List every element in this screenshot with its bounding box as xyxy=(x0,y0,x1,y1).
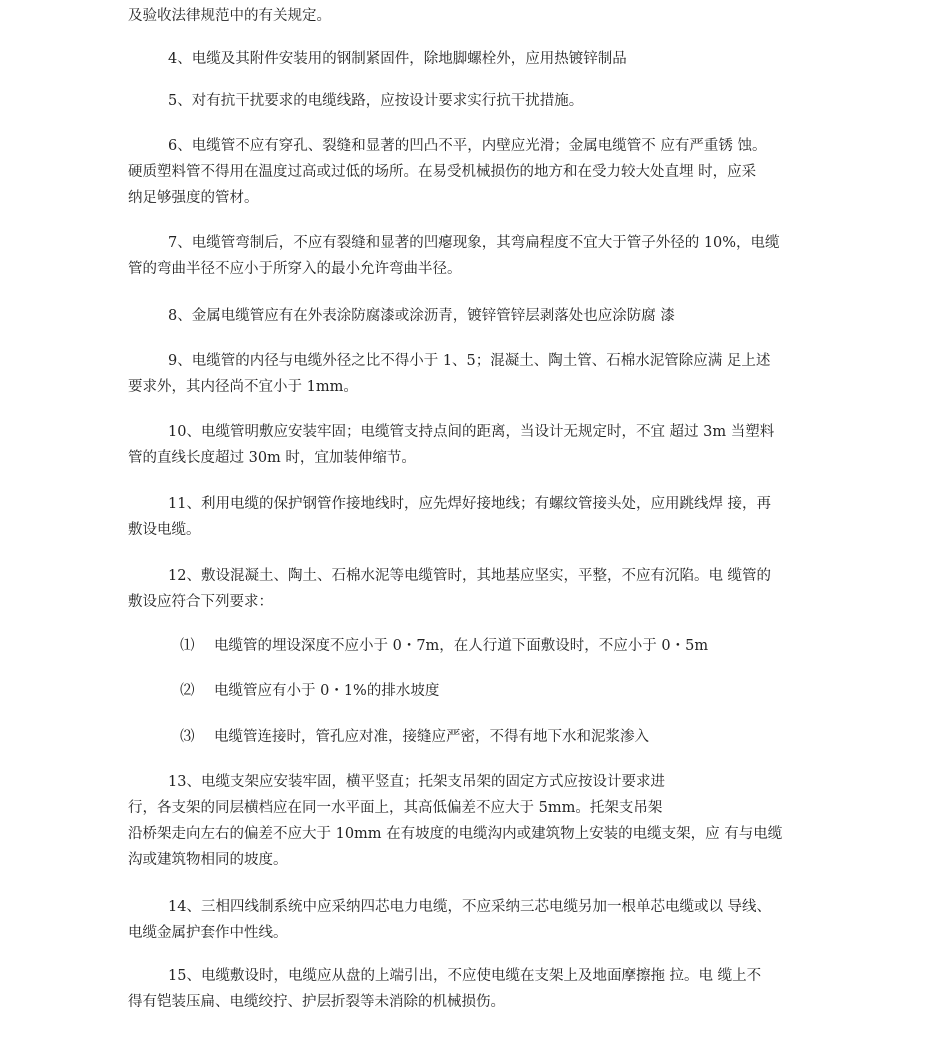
subitem-text: 电缆管应有小于 0・1%的排水坡度 xyxy=(214,683,440,699)
paragraph-continuation xyxy=(128,3,830,29)
text-line: 11、利用电缆的保护钢管作接地线时，应先焊好接地线；有螺纹管接头处，应用跳线焊 接，再 xyxy=(168,496,772,512)
paragraph-item-10 xyxy=(128,419,830,471)
paragraph-item-7 xyxy=(128,230,830,282)
text-line: 管的弯曲半径不应小于所穿入的最小允许弯曲半径。 xyxy=(128,261,462,277)
text-line: 管的直线长度超过 30m 时，宜加装伸缩节。 xyxy=(128,450,416,466)
text-line: 硬质塑料管不得用在温度过高或过低的场所。在易受机械损伤的地方和在受力较大处直埋 时，应采 xyxy=(128,164,757,180)
paragraph-item-4 xyxy=(128,46,830,72)
text-line: 要求外，其内径尚不宜小于 1mm。 xyxy=(128,379,358,395)
text-line: 沟或建筑物相同的坡度。 xyxy=(128,852,288,868)
text-line: 7、电缆管弯制后，不应有裂缝和显著的凹瘪现象，其弯扁程度不宜大于管子外径的 10%，电缆 xyxy=(168,235,780,251)
text-line: 5、对有抗干扰要求的电缆线路，应按设计要求实行抗干扰措施。 xyxy=(168,93,584,109)
subitem-text: 电缆管的埋设深度不应小于 0・7m，在人行道下面敷设时，不应小于 0・5m xyxy=(214,638,709,654)
text-line: 纳足够强度的管材。 xyxy=(128,190,259,206)
subitem-text: 电缆管连接时，管孔应对准，接缝应严密，不得有地下水和泥浆渗入 xyxy=(214,729,649,745)
text-line: 10、电缆管明敷应安装牢固；电缆管支持点间的距离，当设计无规定时，不宜 超过 3m 当塑料 xyxy=(168,424,775,440)
text-line: 得有铠装压扁、电缆绞拧、护层折裂等未消除的机械损伤。 xyxy=(128,994,505,1010)
text-line: 敷设电缆。 xyxy=(128,522,201,538)
paragraph-item-8 xyxy=(128,303,830,329)
subitem-1 xyxy=(180,633,830,659)
text-line: 电缆金属护套作中性线。 xyxy=(128,925,288,941)
subitem-number: ⑵ xyxy=(180,683,195,699)
text-line: 13、电缆支架应安装牢固，横平竖直；托架支吊架的固定方式应按设计要求进 xyxy=(168,774,665,790)
text-line: 及验收法律规范中的有关规定。 xyxy=(128,8,331,24)
subitem-3 xyxy=(180,724,830,750)
text-line: 敷设应符合下列要求： xyxy=(128,594,273,610)
text-line: 8、金属电缆管应有在外表涂防腐漆或涂沥青，镀锌管锌层剥落处也应涂防腐 漆 xyxy=(168,308,675,324)
text-line: 12、敷设混凝土、陶土、石棉水泥等电缆管时，其地基应坚实，平整，不应有沉陷。电 缆管的 xyxy=(168,568,772,584)
paragraph-item-5 xyxy=(128,88,830,114)
text-line: 15、电缆敷设时，电缆应从盘的上端引出，不应使电缆在支架上及地面摩擦拖 拉。电 缆上不 xyxy=(168,968,762,984)
text-line: 9、电缆管的内径与电缆外径之比不得小于 1、5；混凝土、陶土管、石棉水泥管除应满 足上述 xyxy=(168,353,771,369)
paragraph-item-11 xyxy=(128,491,830,543)
paragraph-item-15 xyxy=(128,963,830,1015)
text-line: 行，各支架的同层横档应在同一水平面上，其高低偏差不应大于 5mm。托架支吊架 xyxy=(128,800,663,816)
subitem-2 xyxy=(180,678,830,704)
text-line: 沿桥架走向左右的偏差不应大于 10mm 在有坡度的电缆沟内或建筑物上安装的电缆支架，应 有与电缆 xyxy=(128,826,783,842)
paragraph-item-6 xyxy=(128,133,830,211)
text-line: 6、电缆管不应有穿孔、裂缝和显著的凹凸不平，内壁应光滑；金属电缆管不 应有严重锈 蚀。 xyxy=(168,138,767,154)
subitem-number: ⑶ xyxy=(180,729,195,745)
paragraph-item-12 xyxy=(128,563,830,615)
paragraph-item-14 xyxy=(128,894,830,946)
subitem-number: ⑴ xyxy=(180,638,195,654)
text-line: 14、三相四线制系统中应采纳四芯电力电缆，不应采纳三芯电缆另加一根单芯电缆或以 导线、 xyxy=(168,899,772,915)
paragraph-item-13 xyxy=(128,769,830,873)
text-line: 4、电缆及其附件安装用的钢制紧固件，除地脚螺栓外，应用热镀锌制品 xyxy=(168,51,627,67)
paragraph-item-9 xyxy=(128,348,830,400)
